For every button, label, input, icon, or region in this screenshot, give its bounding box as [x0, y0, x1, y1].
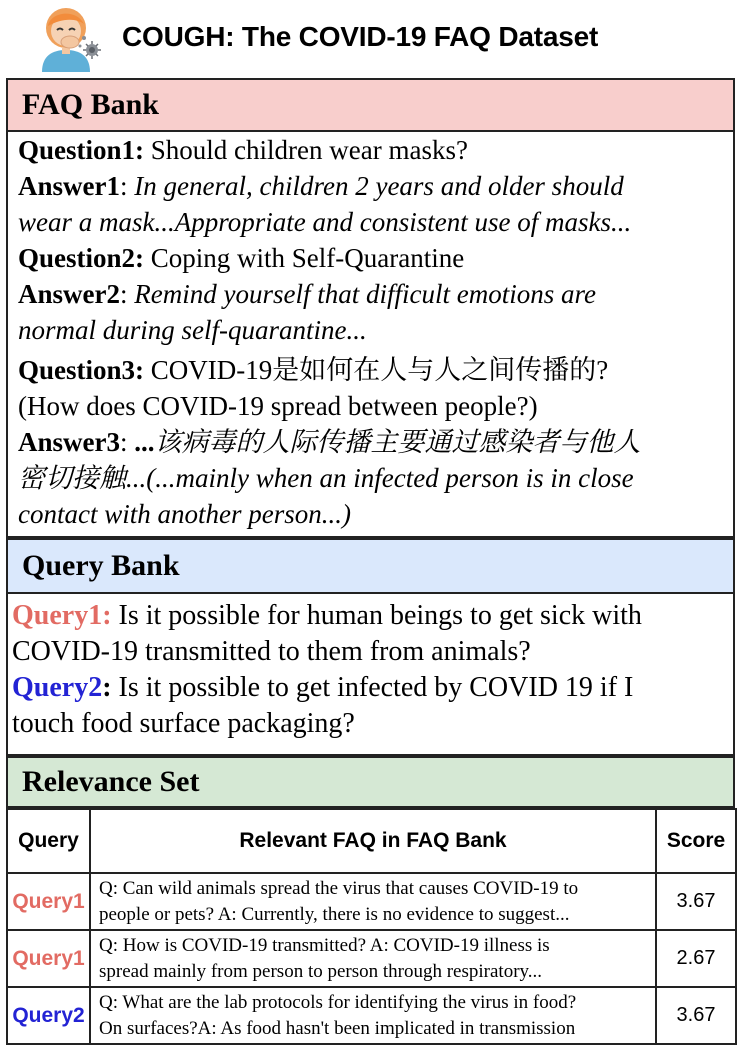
row-query: Query1 [7, 930, 90, 987]
table-row [7, 873, 736, 930]
header [0, 0, 747, 76]
column-header-faq: Relevant FAQ in FAQ Bank [90, 809, 656, 873]
column-header-query: Query [7, 809, 90, 873]
row-query: Query1 [7, 873, 90, 930]
coughing-person-icon [32, 4, 104, 72]
faq-answer-1-cont: wear a mask...Appropriate and consistent use of masks... [18, 207, 632, 237]
table-row [7, 987, 736, 1044]
faq-question-1: Question1: Should children wear masks? [18, 135, 468, 165]
query-2-cont: touch food surface packaging? [12, 708, 355, 739]
row-faq: Q: Can wild animals spread the virus that causes COVID-19 to people or pets? A: Currently, there is no evidence to suggest... [90, 873, 656, 930]
faq-question-2: Question2: Coping with Self-Quarantine [18, 243, 465, 273]
table-header-row [7, 809, 736, 873]
faq-answer-1: Answer1: In general, children 2 years and older should [18, 171, 624, 201]
row-score: 3.67 [656, 987, 736, 1044]
query-bank-panel [6, 594, 735, 756]
faq-question-3-translation: (How does COVID-19 spread between people?) [18, 391, 538, 421]
query-1: Query1: Is it possible for human beings to get sick with [12, 600, 642, 631]
row-score: 2.67 [656, 930, 736, 987]
faq-bank-heading: FAQ Bank [6, 78, 735, 132]
column-header-score: Score [656, 809, 736, 873]
faq-answer-3-cont: 密切接触...(...mainly when an infected person is in close [18, 463, 634, 493]
relevance-table [6, 808, 737, 1045]
faq-answer-2-cont: normal during self-quarantine... [18, 315, 367, 345]
faq-bank-panel [6, 132, 735, 538]
page-title: COUGH: The COVID-19 FAQ Dataset [122, 21, 599, 52]
faq-answer-2: Answer2: Remind yourself that difficult emotions are [18, 279, 596, 309]
query-2: Query2: Is it possible to get infected by COVID 19 if I [12, 672, 634, 703]
row-faq: Q: What are the lab protocols for identifying the virus in food? On surfaces?A: As food hasn't been implicated in transmission [90, 987, 656, 1044]
faq-answer-3-cont-2: contact with another person...) [18, 499, 351, 529]
query-bank-heading: Query Bank [6, 538, 735, 594]
row-faq: Q: How is COVID-19 transmitted? A: COVID-19 illness is spread mainly from person to person through respiratory... [90, 930, 656, 987]
faq-answer-3: Answer3: ...该病毒的人际传播主要通过感染者与他人 [18, 427, 641, 457]
relevance-set-heading: Relevance Set [6, 756, 735, 808]
faq-question-3: Question3: COVID-19是如何在人与人之间传播的? [18, 355, 609, 385]
row-score: 3.67 [656, 873, 736, 930]
query-1-cont: COVID-19 transmitted to them from animals? [12, 636, 531, 667]
table-row [7, 930, 736, 987]
row-query: Query2 [7, 987, 90, 1044]
